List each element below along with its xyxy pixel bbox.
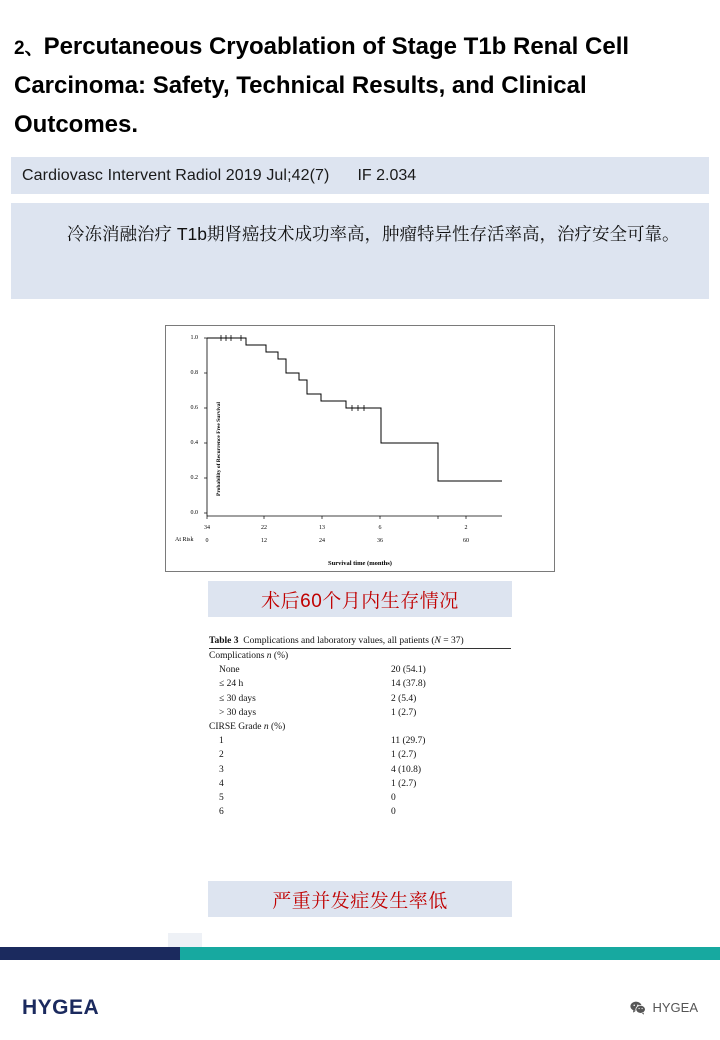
- wechat-account: [630, 1000, 698, 1015]
- table3-cell-label: None: [219, 665, 240, 676]
- chart-at-risk-label: At Risk: [175, 537, 194, 543]
- table3-cell-label: 1: [219, 736, 224, 747]
- chart-y-axis-label: Probability of Recurrence Free Survival: [216, 401, 223, 496]
- table3-cell-label: 5: [219, 792, 224, 803]
- page-title: [14, 28, 704, 145]
- table3-title: [205, 634, 515, 647]
- chart-x-tick-4: 60: [463, 538, 469, 544]
- table3-cell-value: 1 (2.7): [391, 707, 417, 718]
- table3-cell-value: 14 (37.8): [391, 679, 426, 690]
- table3-title-italic: N: [434, 636, 441, 646]
- chart-at-risk-1: 22: [261, 525, 267, 531]
- table3-cell-label: ≤ 24 h: [219, 679, 244, 690]
- chart-at-risk-3: 6: [378, 525, 382, 531]
- table-row: [205, 763, 515, 777]
- table3-title-prefix: Table 3: [209, 636, 239, 646]
- caption-survival: 术后60个月内生存情况: [208, 581, 512, 617]
- table3-cell-value: 1 (2.7): [391, 750, 417, 761]
- table-row: [205, 777, 515, 791]
- table-row: [205, 692, 515, 706]
- table-row: [205, 663, 515, 677]
- table3-sec0-value-blank: [381, 651, 501, 661]
- table3-section-header-complications: [205, 649, 515, 663]
- table3-cell-value: 2 (5.4): [391, 693, 417, 704]
- chart-y-tick-5: 1.0: [190, 335, 198, 341]
- table3-cell-label: ≤ 30 days: [219, 693, 256, 704]
- table3-figure: [205, 634, 515, 865]
- table3-section-label-complications: [209, 651, 381, 661]
- chart-x-tick-0: 0: [205, 538, 209, 544]
- chart-at-risk-2: 13: [319, 525, 325, 531]
- table3-cell-value: 1 (2.7): [391, 778, 417, 789]
- chart-x-tick-1: 12: [261, 538, 267, 544]
- table3-cell-label: 4: [219, 778, 224, 789]
- table3-cell-value: 11 (29.7): [391, 736, 426, 747]
- table3-cell-value: 0: [391, 792, 396, 803]
- wechat-icon: [630, 1001, 646, 1015]
- impact-factor: IF 2.034: [357, 166, 417, 184]
- table3-cell-value: 20 (54.1): [391, 665, 426, 676]
- chart-y-tick-1: 0.2: [190, 475, 198, 481]
- table-row: [205, 706, 515, 720]
- brand-logo: HYGEA: [22, 996, 100, 1019]
- table3-sec0-text: Complications: [209, 651, 267, 662]
- chart-x-tick-2: 24: [319, 538, 325, 544]
- footer-bar-teal: [180, 947, 720, 960]
- title-text: Percutaneous Cryoablation of Stage T1b Renal Cell Carcinoma: Safety, Technical Results, and Clinical Outcomes.: [14, 33, 630, 138]
- chart-at-risk-0: 34: [204, 525, 210, 531]
- conclusion-text: 冷冻消融治疗 T1b期肾癌技术成功率高，肿瘤特异性存活率高，治疗安全可靠。: [67, 224, 680, 244]
- table3-section-header-cirse: [205, 720, 515, 734]
- table3-title-text: Complications and laboratory values, all patients (: [243, 636, 435, 646]
- table3-title-suffix: = 37): [440, 636, 464, 646]
- table-row: [205, 748, 515, 762]
- chart-at-risk-4: 2: [464, 525, 468, 531]
- table3-sec0-italic: n: [266, 651, 272, 662]
- chart-y-tick-4: 0.8: [190, 370, 198, 376]
- survival-curve-plot: [166, 326, 554, 571]
- wechat-icon-svg: [630, 1001, 646, 1015]
- survival-curve-figure: [165, 325, 555, 572]
- table3-cell-label: 2: [219, 750, 224, 761]
- conclusion-panel: [11, 203, 709, 299]
- journal-citation: Cardiovasc Intervent Radiol 2019 Jul;42(7): [22, 166, 330, 184]
- footer-bar-navy: [0, 947, 180, 960]
- survival-curve-svg: [166, 326, 556, 573]
- table3-cell-label: > 30 days: [219, 707, 257, 718]
- table3-sec1-text: CIRSE Grade: [209, 722, 264, 733]
- decorative-shape: [168, 933, 202, 947]
- caption-complication: 严重并发症发生率低: [208, 881, 512, 917]
- table3-cell-value: 0: [391, 807, 396, 818]
- table3-cell-label: 3: [219, 764, 224, 775]
- table3-sec0-suffix: (%): [271, 651, 289, 662]
- table3-sec1-suffix: (%): [268, 722, 286, 733]
- table-row: [205, 805, 515, 819]
- wechat-label: HYGEA: [652, 1000, 698, 1015]
- table3-section-label-cirse: [209, 722, 381, 732]
- chart-y-tick-0: 0.0: [190, 510, 198, 516]
- table3-cell-label: 6: [219, 807, 224, 818]
- chart-x-tick-3: 36: [377, 538, 383, 544]
- table-row: [205, 734, 515, 748]
- table-row: [205, 677, 515, 691]
- journal-info-bar: [11, 157, 709, 194]
- chart-x-axis-label: Survival time (months): [328, 560, 392, 567]
- table-row: [205, 791, 515, 805]
- chart-y-tick-2: 0.4: [190, 440, 198, 446]
- table3-sec1-value-blank: [381, 722, 501, 732]
- table3-sec1-italic: n: [263, 722, 269, 733]
- title-index: 2、: [14, 38, 44, 59]
- chart-y-tick-3: 0.6: [190, 405, 198, 411]
- footer-strip: [0, 960, 720, 1040]
- table3-cell-value: 4 (10.8): [391, 764, 422, 775]
